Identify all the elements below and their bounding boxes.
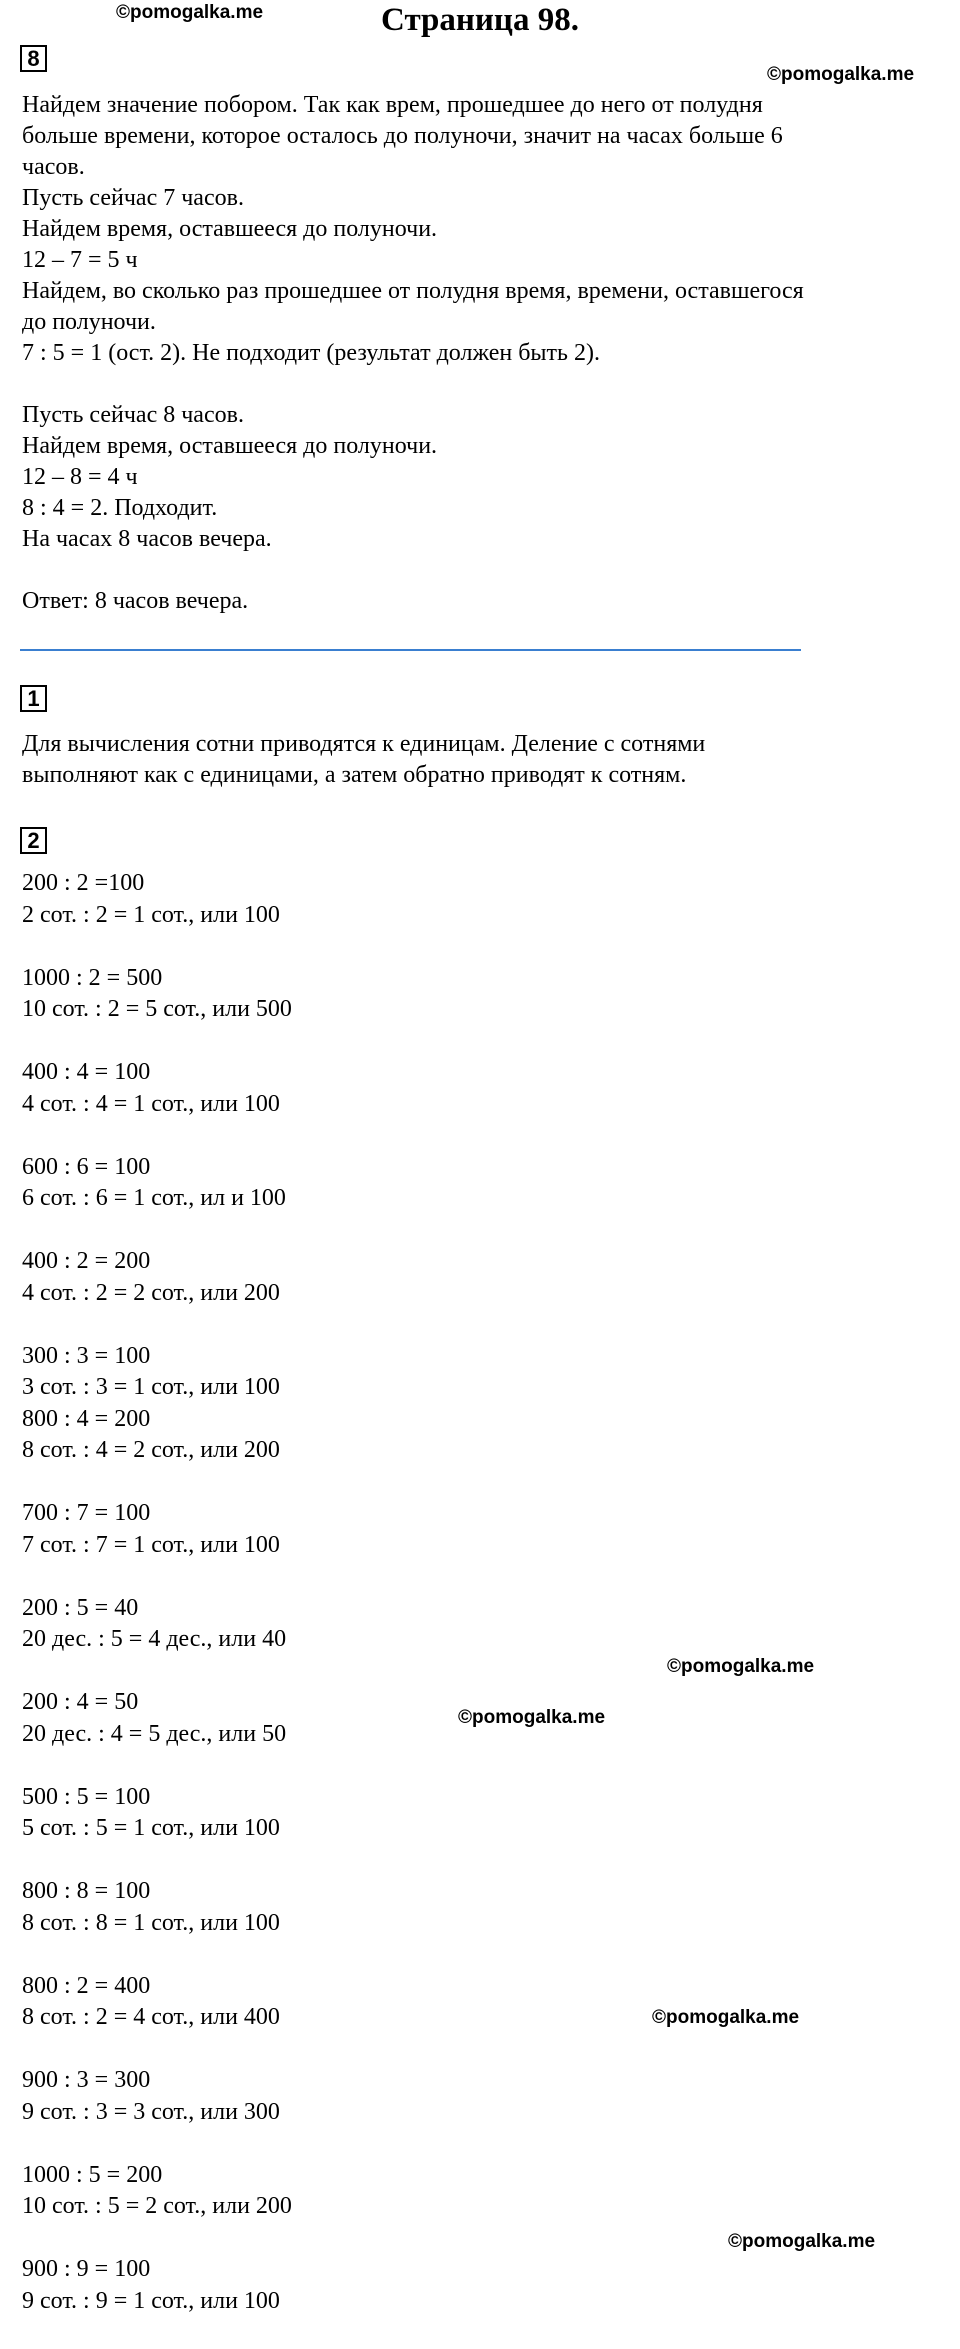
text-line: 8 : 4 = 2. Подходит. — [22, 495, 218, 521]
task1-text — [22, 729, 705, 791]
text-line: больше времени, которое осталось до полуночи, значит на часах больше 6 — [22, 123, 783, 149]
calculation-item — [22, 1404, 292, 1467]
text-line: 12 – 7 = 5 ч — [22, 247, 138, 273]
text-line: На часах 8 часов вечера. — [22, 526, 272, 552]
calculation-line: 400 : 2 = 200 — [22, 1248, 151, 1274]
task8-text — [22, 90, 804, 617]
text-line: до полуночи. — [22, 309, 156, 335]
calculation-item — [22, 1593, 292, 1656]
text-line: выполняют как с единицами, а затем обратно приводят к сотням. — [22, 762, 687, 788]
calculation-item — [22, 1687, 292, 1750]
watermark: ©pomogalka.me — [767, 64, 915, 85]
watermark: ©pomogalka.me — [116, 2, 264, 23]
calculation-line: 900 : 9 = 100 — [22, 2256, 151, 2282]
calculation-line: 1000 : 2 = 500 — [22, 964, 163, 991]
task-number-box: 8 — [20, 45, 47, 72]
text-line: часов. — [22, 154, 85, 180]
calculation-line: 10 сот. : 2 = 5 сот., или 500 — [22, 996, 292, 1022]
calculation-line: 3 сот. : 3 = 1 сот., или 100 — [22, 1374, 280, 1400]
calculation-line: 8 сот. : 8 = 1 сот., или 100 — [22, 1909, 280, 1936]
text-line: Найдем, во сколько раз прошедшее от полудня время, времени, оставшегося — [22, 278, 804, 304]
calculation-item — [22, 1341, 292, 1404]
calculation-line: 800 : 4 = 200 — [22, 1405, 151, 1432]
answer-line: Ответ: 8 часов вечера. — [22, 588, 249, 614]
text-line: Найдем значение побором. Так как врем, прошедшее до него от полудня — [22, 92, 763, 118]
calculation-line: 700 : 7 = 100 — [22, 1500, 151, 1526]
calculation-line: 20 дес. : 4 = 5 дес., или 50 — [22, 1720, 287, 1747]
calculation-line: 600 : 6 = 100 — [22, 1153, 151, 1180]
text-line: Найдем время, оставшееся до полуночи. — [22, 433, 438, 459]
calculation-line: 200 : 5 = 40 — [22, 1594, 139, 1621]
calculation-line: 200 : 2 =100 — [22, 870, 145, 896]
watermark: ©pomogalka.me — [667, 1656, 815, 1677]
calculation-line: 4 сот. : 4 = 1 сот., или 100 — [22, 1090, 280, 1117]
calculation-line: 20 дес. : 5 = 4 дес., или 40 — [22, 1626, 287, 1652]
calculation-line: 9 сот. : 9 = 1 сот., или 100 — [22, 2287, 280, 2314]
calculation-line: 8 сот. : 4 = 2 сот., или 200 — [22, 1437, 280, 1463]
task-number-box: 1 — [20, 685, 47, 712]
calculation-item — [22, 868, 292, 931]
calculation-item — [22, 963, 292, 1026]
section-divider — [20, 649, 801, 651]
calculation-line: 1000 : 5 = 200 — [22, 2161, 163, 2188]
task-number-box: 2 — [20, 827, 47, 854]
calculation-item — [22, 1876, 292, 1939]
calculation-line: 300 : 3 = 100 — [22, 1342, 151, 1369]
calculation-item — [22, 1782, 292, 1845]
calculation-item — [22, 1498, 292, 1561]
calculation-line: 900 : 3 = 300 — [22, 2067, 151, 2093]
page-title: Страница 98. — [381, 2, 579, 38]
task2-calculations — [22, 868, 292, 2349]
calculation-line: 9 сот. : 3 = 3 сот., или 300 — [22, 2098, 280, 2125]
calculation-line: 5 сот. : 5 = 1 сот., или 100 — [22, 1815, 280, 1841]
text-line: 7 : 5 = 1 (ост. 2). Не подходит (результат должен быть 2). — [22, 340, 600, 366]
calculation-item — [22, 1246, 292, 1309]
calculation-line: 400 : 4 = 100 — [22, 1059, 151, 1085]
watermark: ©pomogalka.me — [652, 2007, 800, 2028]
text-line: Пусть сейчас 7 часов. — [22, 185, 244, 211]
text-line: 12 – 8 = 4 ч — [22, 464, 138, 490]
watermark: ©pomogalka.me — [458, 1707, 606, 1728]
calculation-line: 500 : 5 = 100 — [22, 1783, 151, 1810]
calculation-line: 8 сот. : 2 = 4 сот., или 400 — [22, 2004, 280, 2030]
calculation-item — [22, 1971, 292, 2034]
calculation-item — [22, 1057, 292, 1120]
calculation-line: 4 сот. : 2 = 2 сот., или 200 — [22, 1279, 280, 1306]
text-line: Для вычисления сотни приводятся к единицам. Деление с сотнями — [22, 731, 706, 757]
calculation-line: 6 сот. : 6 = 1 сот., ил и 100 — [22, 1185, 286, 1211]
calculation-line: 800 : 2 = 400 — [22, 1972, 151, 1999]
watermark: ©pomogalka.me — [728, 2231, 876, 2252]
calculation-line: 800 : 8 = 100 — [22, 1878, 151, 1904]
calculation-line: 10 сот. : 5 = 2 сот., или 200 — [22, 2193, 292, 2219]
calculation-line: 2 сот. : 2 = 1 сот., или 100 — [22, 901, 280, 928]
calculation-line: 200 : 4 = 50 — [22, 1689, 139, 1715]
calculation-item — [22, 2160, 292, 2223]
calculation-item — [22, 1152, 292, 1215]
calculation-item — [22, 2065, 292, 2128]
text-line: Пусть сейчас 8 часов. — [22, 402, 244, 428]
calculation-item — [22, 2254, 292, 2317]
text-line: Найдем время, оставшееся до полуночи. — [22, 216, 438, 242]
calculation-line: 7 сот. : 7 = 1 сот., или 100 — [22, 1531, 280, 1558]
